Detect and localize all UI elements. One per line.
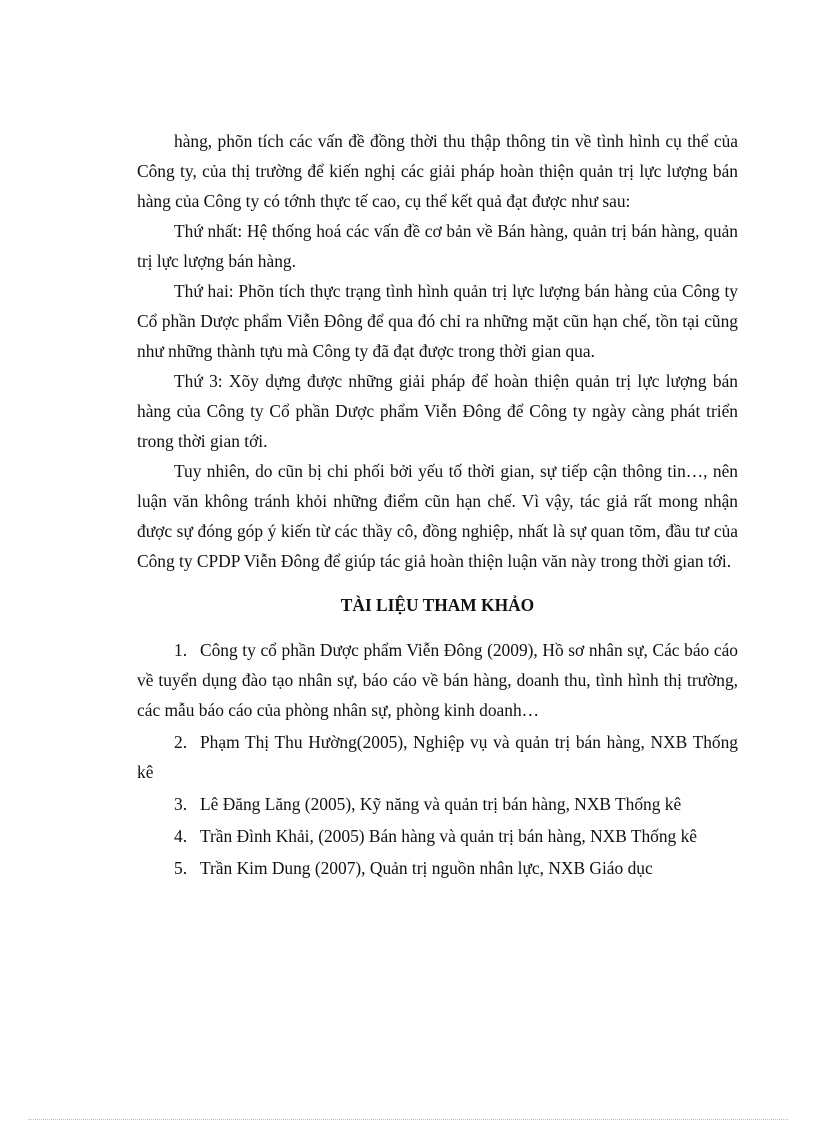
paragraph-first-result: Thứ nhất: Hệ thống hoá các vấn đề cơ bản về Bán hàng, quản trị bán hàng, quản trị lực lượng bán hàng. xyxy=(137,221,738,271)
reference-item xyxy=(137,821,738,851)
reference-number: 1. xyxy=(174,640,188,660)
reference-item xyxy=(137,727,738,787)
paragraph-second-result: Thứ hai: Phõn tích thực trạng tình hình quản trị lực lượng bán hàng của Công ty Cổ phần Dược phẩm Viễn Đông để qua đó chỉ ra những mặt cũn hạn chế, tồn tại cũng như những thành tựu mà Công ty đã đạt được trong thời gian qua. xyxy=(137,281,738,361)
reference-text: Trần Kim Dung (2007), Quản trị nguồn nhân lực, NXB Giáo dục xyxy=(200,858,653,878)
reference-number: 2. xyxy=(174,732,188,752)
reference-item xyxy=(137,635,738,725)
references-heading: TÀI LIỆU THAM KHẢO xyxy=(340,595,535,615)
paragraph-intro-continued: hàng, phõn tích các vấn đề đồng thời thu thập thông tin về tình hình cụ thể của Công ty, của thị trường để kiến nghị các giải pháp hoàn thiện quản trị lực lượng bán hàng của Công ty có tớnh thực tế cao, cụ thể kết quả đạt được như sau: xyxy=(137,131,738,211)
document-body xyxy=(137,126,738,885)
references-list xyxy=(137,635,738,883)
reference-text: Trần Đình Khải, (2005) Bán hàng và quản trị bán hàng, NXB Thống kê xyxy=(200,826,698,846)
reference-number: 4. xyxy=(174,826,188,846)
paragraph-third-result: Thứ 3: Xõy dựng được những giải pháp để hoàn thiện quản trị lực lượng bán hàng của Công ty Cổ phần Dược phẩm Viễn Đông để Công ty ngày càng phát triển trong thời gian tới. xyxy=(137,371,738,451)
paragraph-limitations: Tuy nhiên, do cũn bị chi phối bởi yếu tố thời gian, sự tiếp cận thông tin…, nên luận văn không tránh khỏi những điểm cũn hạn chế. Vì vậy, tác giả rất mong nhận được sự đóng góp ý kiến từ các thầy cô, đồng nghiệp, nhất là sự quan tõm, đầu tư của Công ty CPDP Viễn Đông để giúp tác giả hoàn thiện luận văn này trong thời gian tới. xyxy=(137,461,738,571)
reference-number: 5. xyxy=(174,858,188,878)
reference-number: 3. xyxy=(174,794,188,814)
page-bottom-divider xyxy=(28,1119,788,1120)
reference-text: Lê Đăng Lăng (2005), Kỹ năng và quản trị bán hàng, NXB Thống kê xyxy=(200,794,682,814)
reference-text: Công ty cổ phần Dược phẩm Viễn Đông (2009), Hồ sơ nhân sự, Các báo cáo về tuyển dụng đào tạo nhân sự, báo cáo về bán hàng, doanh thu, tình hình thị trường, các mẫu báo cáo của phòng nhân sự, phòng kinh doanh… xyxy=(137,640,738,720)
reference-item xyxy=(137,853,738,883)
reference-item xyxy=(137,789,738,819)
reference-text: Phạm Thị Thu Hường(2005), Nghiệp vụ và quản trị bán hàng, NXB Thống kê xyxy=(137,732,738,782)
